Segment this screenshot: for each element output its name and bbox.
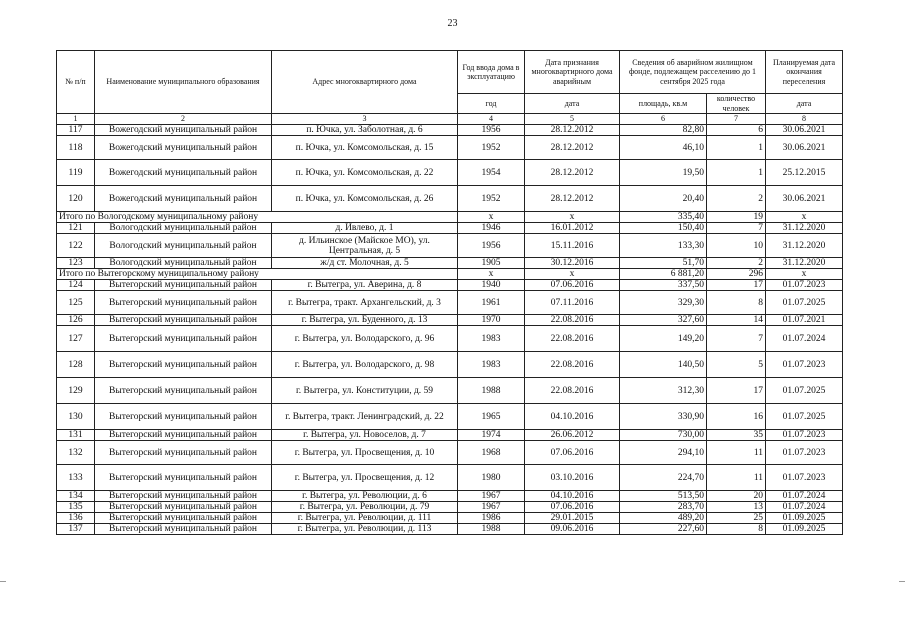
cell-people: 8 bbox=[707, 524, 766, 535]
header-year-built: Год ввода дома в эксплуатацию bbox=[458, 51, 525, 94]
cell-date: 07.11.2016 bbox=[525, 291, 620, 315]
col-number: 6 bbox=[620, 114, 707, 125]
cell-address: г. Вытегра, ул. Просвещения, д. 10 bbox=[272, 441, 458, 465]
cell-municipality: Вожегодский муниципальный район bbox=[95, 125, 272, 136]
cell-municipality: Вытегорский муниципальный район bbox=[95, 513, 272, 524]
cell-people: 1 bbox=[707, 136, 766, 160]
cell-people: 14 bbox=[707, 315, 766, 326]
cell-planned: 01.07.2023 bbox=[766, 430, 843, 441]
cell-planned: 01.07.2023 bbox=[766, 280, 843, 291]
subheader-date: дата bbox=[525, 94, 620, 114]
cell-year: 1956 bbox=[458, 125, 525, 136]
cell-people: 17 bbox=[707, 378, 766, 404]
cell-num: 125 bbox=[57, 291, 95, 315]
table-row bbox=[57, 234, 843, 258]
cell-planned: 01.07.2023 bbox=[766, 352, 843, 378]
table-row bbox=[57, 186, 843, 212]
header-date-emergency: Дата признания многоквартирного дома аварийным bbox=[525, 51, 620, 94]
cell-address: п. Ючка, ул. Заболотная, д. 6 bbox=[272, 125, 458, 136]
margin-mark bbox=[0, 581, 6, 582]
cell-municipality: Вытегорский муниципальный район bbox=[95, 291, 272, 315]
cell-planned: 01.07.2025 bbox=[766, 404, 843, 430]
cell-date: 04.10.2016 bbox=[525, 404, 620, 430]
cell-num: 126 bbox=[57, 315, 95, 326]
table-row bbox=[57, 524, 843, 535]
cell-num: 129 bbox=[57, 378, 95, 404]
cell-date: х bbox=[525, 269, 620, 280]
cell-address: г. Вытегра, ул. Революции, д. 79 bbox=[272, 502, 458, 513]
cell-year: 1988 bbox=[458, 524, 525, 535]
cell-year: 1983 bbox=[458, 352, 525, 378]
cell-municipality: Вожегодский муниципальный район bbox=[95, 160, 272, 186]
cell-num: 131 bbox=[57, 430, 95, 441]
cell-area: 513,50 bbox=[620, 491, 707, 502]
cell-year: 1968 bbox=[458, 441, 525, 465]
header-address: Адрес многоквартирного дома bbox=[272, 51, 458, 114]
housing-table bbox=[56, 50, 843, 535]
table-row bbox=[57, 513, 843, 524]
cell-area: 312,30 bbox=[620, 378, 707, 404]
cell-area: 150,40 bbox=[620, 223, 707, 234]
table-body bbox=[57, 125, 843, 535]
cell-date: 07.06.2016 bbox=[525, 441, 620, 465]
cell-people: 35 bbox=[707, 430, 766, 441]
table-row bbox=[57, 465, 843, 491]
cell-num: 123 bbox=[57, 258, 95, 269]
cell-municipality: Вытегорский муниципальный район bbox=[95, 352, 272, 378]
cell-address: п. Ючка, ул. Комсомольская, д. 26 bbox=[272, 186, 458, 212]
cell-people: 8 bbox=[707, 291, 766, 315]
table-row bbox=[57, 441, 843, 465]
cell-num: 118 bbox=[57, 136, 95, 160]
cell-num: 133 bbox=[57, 465, 95, 491]
cell-date: 28.12.2012 bbox=[525, 136, 620, 160]
cell-planned: 01.07.2021 bbox=[766, 315, 843, 326]
cell-address: п. Ючка, ул. Комсомольская, д. 22 bbox=[272, 160, 458, 186]
cell-date: 16.01.2012 bbox=[525, 223, 620, 234]
cell-year: 1961 bbox=[458, 291, 525, 315]
cell-planned: 01.09.2025 bbox=[766, 513, 843, 524]
cell-num: 130 bbox=[57, 404, 95, 430]
cell-planned: 31.12.2020 bbox=[766, 223, 843, 234]
cell-date: 28.12.2012 bbox=[525, 125, 620, 136]
cell-area: 149,20 bbox=[620, 326, 707, 352]
cell-year: 1988 bbox=[458, 378, 525, 404]
cell-municipality: Вытегорский муниципальный район bbox=[95, 404, 272, 430]
cell-num: 128 bbox=[57, 352, 95, 378]
cell-year: 1970 bbox=[458, 315, 525, 326]
cell-year: 1986 bbox=[458, 513, 525, 524]
cell-date: 22.08.2016 bbox=[525, 315, 620, 326]
cell-num: 137 bbox=[57, 524, 95, 535]
cell-num: 122 bbox=[57, 234, 95, 258]
col-number: 1 bbox=[57, 114, 95, 125]
cell-municipality: Вытегорский муниципальный район bbox=[95, 524, 272, 535]
table-row bbox=[57, 404, 843, 430]
cell-address: г. Вытегра, тракт. Архангельский, д. 3 bbox=[272, 291, 458, 315]
cell-people: 11 bbox=[707, 465, 766, 491]
cell-people: 25 bbox=[707, 513, 766, 524]
subheader-people: количество человек bbox=[707, 94, 766, 114]
cell-date: 22.08.2016 bbox=[525, 326, 620, 352]
cell-area: 489,20 bbox=[620, 513, 707, 524]
cell-address: д. Ильинское (Майское МО), ул. Центральная, д. 5 bbox=[272, 234, 458, 258]
cell-planned: х bbox=[766, 269, 843, 280]
header-info: Сведения об аварийном жилищном фонде, подлежащем расселению до 1 сентября 2025 года bbox=[620, 51, 766, 94]
cell-area: 330,90 bbox=[620, 404, 707, 430]
total-row bbox=[57, 269, 843, 280]
cell-area: 294,10 bbox=[620, 441, 707, 465]
cell-address: д. Ивлево, д. 1 bbox=[272, 223, 458, 234]
cell-area: 329,30 bbox=[620, 291, 707, 315]
table-row bbox=[57, 125, 843, 136]
cell-year: 1952 bbox=[458, 136, 525, 160]
cell-year: 1983 bbox=[458, 326, 525, 352]
cell-municipality: Вожегодский муниципальный район bbox=[95, 186, 272, 212]
col-number: 2 bbox=[95, 114, 272, 125]
table-row bbox=[57, 326, 843, 352]
cell-year: х bbox=[458, 212, 525, 223]
cell-municipality: Вытегорский муниципальный район bbox=[95, 280, 272, 291]
cell-area: 51,70 bbox=[620, 258, 707, 269]
cell-date: 29.01.2015 bbox=[525, 513, 620, 524]
cell-date: х bbox=[525, 212, 620, 223]
cell-municipality: Вологодский муниципальный район bbox=[95, 234, 272, 258]
cell-people: 17 bbox=[707, 280, 766, 291]
cell-planned: 01.07.2023 bbox=[766, 441, 843, 465]
cell-year: х bbox=[458, 269, 525, 280]
cell-date: 07.06.2016 bbox=[525, 280, 620, 291]
cell-area: 283,70 bbox=[620, 502, 707, 513]
cell-people: 296 bbox=[707, 269, 766, 280]
cell-planned: 25.12.2015 bbox=[766, 160, 843, 186]
cell-date: 04.10.2016 bbox=[525, 491, 620, 502]
cell-planned: 30.06.2021 bbox=[766, 136, 843, 160]
cell-num: 136 bbox=[57, 513, 95, 524]
cell-area: 133,30 bbox=[620, 234, 707, 258]
cell-address: г. Вытегра, ул. Революции, д. 113 bbox=[272, 524, 458, 535]
cell-date: 15.11.2016 bbox=[525, 234, 620, 258]
cell-area: 82,80 bbox=[620, 125, 707, 136]
table-row bbox=[57, 430, 843, 441]
cell-address: п. Ючка, ул. Комсомольская, д. 15 bbox=[272, 136, 458, 160]
cell-area: 335,40 bbox=[620, 212, 707, 223]
cell-date: 30.12.2016 bbox=[525, 258, 620, 269]
cell-year: 1954 bbox=[458, 160, 525, 186]
cell-date: 28.12.2012 bbox=[525, 186, 620, 212]
total-label: Итого по Вытегорскому муниципальному району bbox=[57, 269, 458, 280]
cell-municipality: Вытегорский муниципальный район bbox=[95, 430, 272, 441]
cell-planned: 01.07.2025 bbox=[766, 378, 843, 404]
cell-area: 46,10 bbox=[620, 136, 707, 160]
cell-num: 120 bbox=[57, 186, 95, 212]
page-number: 23 bbox=[447, 18, 458, 29]
cell-planned: 31.12.2020 bbox=[766, 258, 843, 269]
header-num: № п/п bbox=[57, 51, 95, 114]
cell-address: г. Вытегра, ул. Буденного, д. 13 bbox=[272, 315, 458, 326]
cell-area: 6 881,20 bbox=[620, 269, 707, 280]
cell-year: 1980 bbox=[458, 465, 525, 491]
cell-area: 730,00 bbox=[620, 430, 707, 441]
cell-area: 327,60 bbox=[620, 315, 707, 326]
table-row bbox=[57, 352, 843, 378]
cell-year: 1956 bbox=[458, 234, 525, 258]
cell-address: ж/д ст. Молочная, д. 5 bbox=[272, 258, 458, 269]
cell-date: 22.08.2016 bbox=[525, 352, 620, 378]
cell-people: 7 bbox=[707, 223, 766, 234]
cell-planned: 30.06.2021 bbox=[766, 186, 843, 212]
col-number: 7 bbox=[707, 114, 766, 125]
cell-people: 16 bbox=[707, 404, 766, 430]
table-row bbox=[57, 223, 843, 234]
header-planned: Планируемая дата окончания переселения bbox=[766, 51, 843, 94]
cell-people: 10 bbox=[707, 234, 766, 258]
col-number: 5 bbox=[525, 114, 620, 125]
cell-people: 5 bbox=[707, 352, 766, 378]
cell-address: г. Вытегра, ул. Володарского, д. 96 bbox=[272, 326, 458, 352]
cell-date: 09.06.2016 bbox=[525, 524, 620, 535]
cell-planned: 01.09.2025 bbox=[766, 524, 843, 535]
cell-area: 337,50 bbox=[620, 280, 707, 291]
cell-date: 07.06.2016 bbox=[525, 502, 620, 513]
cell-planned: 01.07.2024 bbox=[766, 502, 843, 513]
cell-year: 1905 bbox=[458, 258, 525, 269]
cell-address: г. Вытегра, ул. Новоселов, д. 7 bbox=[272, 430, 458, 441]
table-row bbox=[57, 280, 843, 291]
total-row bbox=[57, 212, 843, 223]
cell-area: 224,70 bbox=[620, 465, 707, 491]
cell-address: г. Вытегра, ул. Аверина, д. 8 bbox=[272, 280, 458, 291]
cell-address: г. Вытегра, ул. Володарского, д. 98 bbox=[272, 352, 458, 378]
table-row bbox=[57, 258, 843, 269]
cell-planned: 31.12.2020 bbox=[766, 234, 843, 258]
table-row bbox=[57, 160, 843, 186]
cell-people: 19 bbox=[707, 212, 766, 223]
cell-year: 1974 bbox=[458, 430, 525, 441]
table-row bbox=[57, 136, 843, 160]
table-row bbox=[57, 291, 843, 315]
cell-address: г. Вытегра, ул. Просвещения, д. 12 bbox=[272, 465, 458, 491]
table-row bbox=[57, 315, 843, 326]
cell-municipality: Вытегорский муниципальный район bbox=[95, 502, 272, 513]
col-number: 3 bbox=[272, 114, 458, 125]
cell-municipality: Вологодский муниципальный район bbox=[95, 258, 272, 269]
cell-municipality: Вытегорский муниципальный район bbox=[95, 378, 272, 404]
cell-year: 1965 bbox=[458, 404, 525, 430]
cell-planned: 01.07.2024 bbox=[766, 491, 843, 502]
subheader-date2: дата bbox=[766, 94, 843, 114]
cell-municipality: Вытегорский муниципальный район bbox=[95, 315, 272, 326]
cell-municipality: Вожегодский муниципальный район bbox=[95, 136, 272, 160]
cell-num: 121 bbox=[57, 223, 95, 234]
cell-people: 2 bbox=[707, 186, 766, 212]
table-row bbox=[57, 491, 843, 502]
col-number: 4 bbox=[458, 114, 525, 125]
cell-planned: 01.07.2024 bbox=[766, 326, 843, 352]
cell-num: 135 bbox=[57, 502, 95, 513]
cell-municipality: Вологодский муниципальный район bbox=[95, 223, 272, 234]
total-label: Итого по Вологодскому муниципальному району bbox=[57, 212, 458, 223]
header-municipality: Наименование муниципального образования bbox=[95, 51, 272, 114]
cell-num: 127 bbox=[57, 326, 95, 352]
cell-date: 03.10.2016 bbox=[525, 465, 620, 491]
subheader-year: год bbox=[458, 94, 525, 114]
cell-num: 119 bbox=[57, 160, 95, 186]
cell-people: 7 bbox=[707, 326, 766, 352]
cell-year: 1967 bbox=[458, 491, 525, 502]
cell-municipality: Вытегорский муниципальный район bbox=[95, 491, 272, 502]
cell-address: г. Вытегра, ул. Революции, д. 6 bbox=[272, 491, 458, 502]
cell-people: 11 bbox=[707, 441, 766, 465]
cell-address: г. Вытегра, тракт. Ленинградский, д. 22 bbox=[272, 404, 458, 430]
cell-planned: 01.07.2023 bbox=[766, 465, 843, 491]
col-number: 8 bbox=[766, 114, 843, 125]
cell-municipality: Вытегорский муниципальный район bbox=[95, 326, 272, 352]
cell-year: 1940 bbox=[458, 280, 525, 291]
cell-area: 140,50 bbox=[620, 352, 707, 378]
cell-date: 26.06.2012 bbox=[525, 430, 620, 441]
cell-area: 227,60 bbox=[620, 524, 707, 535]
cell-people: 2 bbox=[707, 258, 766, 269]
cell-people: 1 bbox=[707, 160, 766, 186]
cell-municipality: Вытегорский муниципальный район bbox=[95, 465, 272, 491]
cell-year: 1946 bbox=[458, 223, 525, 234]
cell-planned: х bbox=[766, 212, 843, 223]
cell-year: 1967 bbox=[458, 502, 525, 513]
cell-year: 1952 bbox=[458, 186, 525, 212]
cell-num: 134 bbox=[57, 491, 95, 502]
cell-num: 117 bbox=[57, 125, 95, 136]
cell-address: г. Вытегра, ул. Революции, д. 111 bbox=[272, 513, 458, 524]
cell-municipality: Вытегорский муниципальный район bbox=[95, 441, 272, 465]
cell-num: 124 bbox=[57, 280, 95, 291]
table-row bbox=[57, 502, 843, 513]
cell-date: 22.08.2016 bbox=[525, 378, 620, 404]
cell-date: 28.12.2012 bbox=[525, 160, 620, 186]
cell-num: 132 bbox=[57, 441, 95, 465]
cell-planned: 01.07.2025 bbox=[766, 291, 843, 315]
cell-people: 20 bbox=[707, 491, 766, 502]
cell-area: 19,50 bbox=[620, 160, 707, 186]
subheader-area: площадь, кв.м bbox=[620, 94, 707, 114]
cell-people: 6 bbox=[707, 125, 766, 136]
margin-mark bbox=[899, 581, 905, 582]
cell-planned: 30.06.2021 bbox=[766, 125, 843, 136]
cell-area: 20,40 bbox=[620, 186, 707, 212]
table-row bbox=[57, 378, 843, 404]
cell-people: 13 bbox=[707, 502, 766, 513]
cell-address: г. Вытегра, ул. Конституции, д. 59 bbox=[272, 378, 458, 404]
